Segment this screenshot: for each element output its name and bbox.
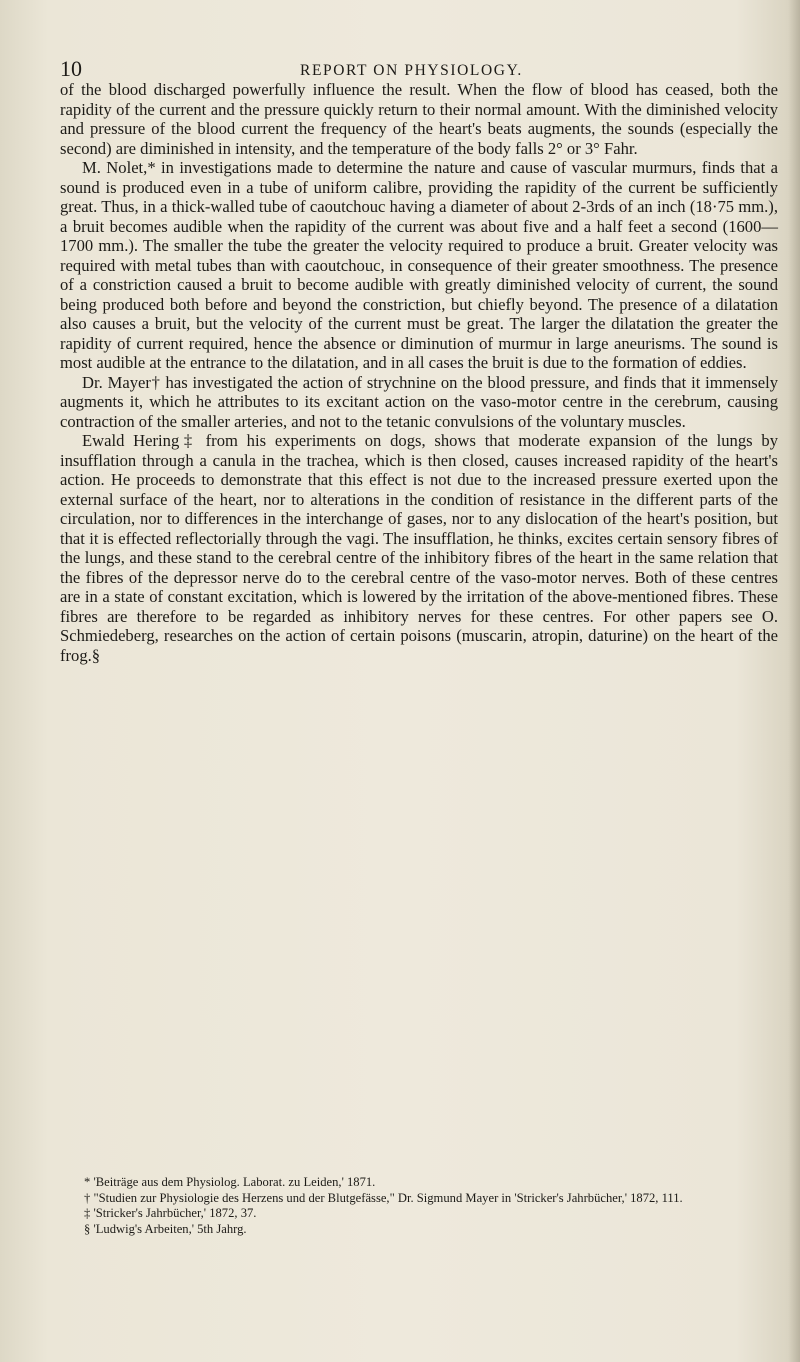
footnotes xyxy=(62,1175,778,1237)
footnote-asterisk: * 'Beiträge aus dem Physiolog. Laborat. zu Leiden,' 1871. xyxy=(84,1175,376,1189)
footnote-double-dagger: ‡ 'Stricker's Jahrbücher,' 1872, 37. xyxy=(84,1206,257,1221)
footnote-dagger: † "Studien zur Physiologie des Herzens und der Blutgefässe," Dr. Sigmund Mayer in 'Stricker's Jahrbücher,' 1872, 111. xyxy=(84,1190,683,1205)
paragraph-nolet-vascular-murmurs: M. Nolet,* in investigations made to determine the nature and cause of vascular murmurs, finds that a sound is produced even in a tube of uniform calibre, providing the rapidity of the current be sufficiently great. Thus, in a thick-walled tube of caoutchouc having a diameter of about 2-3rds of an inch (18·75 mm.), a bruit becomes audible when the rapidity of the current was about five and a half feet a second (1600—1700 mm.). The smaller the tube the greater the velocity required to produce a bruit. Greater velocity was required with metal tubes than with caoutchouc, in consequence of their greater smoothness. The presence of a constriction caused a bruit to become audible with greatly diminished velocity of current, the sound being produced both before and beyond the constriction, but chiefly beyond. The presence of a dilatation also causes a bruit, but the velocity of the current must be great. The larger the dilatation the greater the rapidity of current required, hence the absence or diminution of murmur in large aneurisms. The sound is most audible at the entrance to the dilatation, and in all cases the bruit is due to the formation of eddies. xyxy=(60,158,778,372)
page-header xyxy=(60,52,780,82)
page-edge-shadow xyxy=(788,0,800,1362)
running-title: REPORT ON PHYSIOLOGY. xyxy=(300,62,523,79)
body-text xyxy=(60,80,778,665)
page-number: 10 xyxy=(60,56,82,81)
paragraph-mayer-strychnine: Dr. Mayer† has investigated the action of strychnine on the blood pressure, and finds that it immensely augments it, which he attributes to its excitant action on the vaso-motor centre in the cerebrum, causing contraction of the smaller arteries, and not to the tetanic convulsions of the voluntary muscles. xyxy=(60,372,778,431)
footnote-section: § 'Ludwig's Arbeiten,' 5th Jahrg. xyxy=(84,1221,247,1236)
paragraph-hering-insufflation: Ewald Hering‡ from his experiments on dogs, shows that moderate expansion of the lungs by insufflation through a canula in the trachea, which is then closed, causes increased rapidity of the heart's action. He proceeds to demonstrate that this effect is not due to the increased pressure exerted upon the external surface of the heart, nor to alterations in the condition of resistance in the different parts of the circulation, nor to differences in the interchange of gases, nor to any dislocation of the heart's position, but that it is effected reflectorially through the vagi. The insufflation, he thinks, excites certain sensory fibres of the lungs, and these stand to the cerebral centre of the inhibitory fibres of the heart in the same relation that the fibres of the depressor nerve do to the cerebral centre of the vaso-motor nerves. Both of these centres are in a state of constant excitation, which is lowered by the irritation of the above-mentioned fibres. These fibres are therefore to be regarded as inhibitory nerves for these centres. For other papers see O. Schmiedeberg, researches on the action of certain poisons (muscarin, atropin, daturine) on the heart of the frog.§ xyxy=(60,431,778,665)
paragraph-blood-discharge: of the blood discharged powerfully influence the result. When the flow of blood has ceased, both the rapidity of the current and the pressure quickly return to their normal amount. With the diminished velocity and pressure of the blood current the frequency of the heart's beats augments, the sounds (especially the second) are diminished in intensity, and the temperature of the body falls 2° or 3° Fahr. xyxy=(60,80,778,158)
